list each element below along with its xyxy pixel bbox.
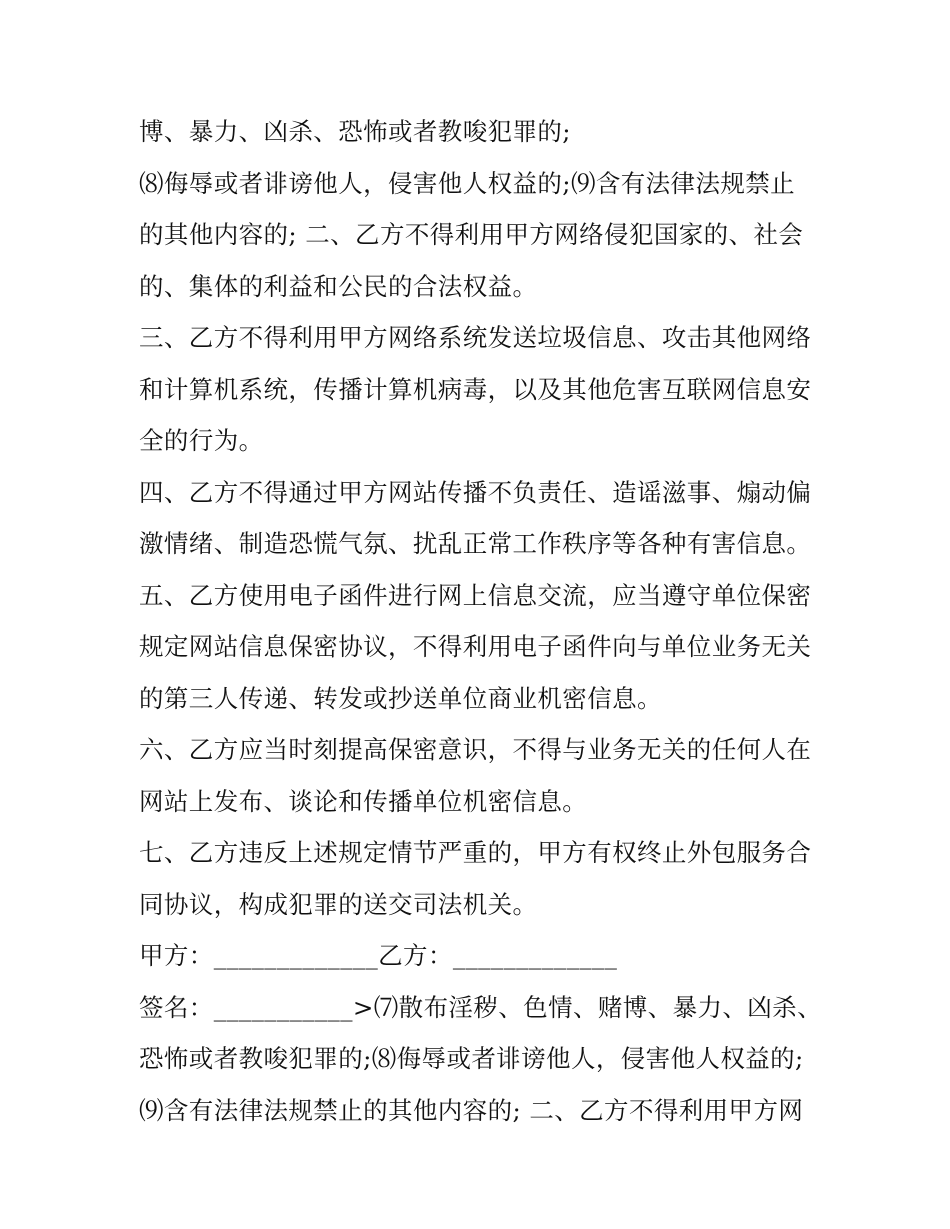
text-line: ⑼含有法律法规禁止的其他内容的; 二、乙方不得利用甲方网: [139, 1095, 804, 1125]
text-line: 七、乙方违反上述规定情节严重的，甲方有权终止外包服务合: [139, 838, 812, 867]
text-line: ⑻侮辱或者诽谤他人，侵害他人权益的;⑼含有法律法规禁止: [139, 168, 796, 198]
document-body: [139, 106, 822, 1136]
signature-line-sign: 签名：___________>⑺散布淫秽、色情、赌博、暴力、凶杀、: [139, 992, 822, 1022]
text-line: 四、乙方不得通过甲方网站传播不负责任、造谣滋事、煽动偏: [139, 477, 812, 507]
signature-line-parties: 甲方：_____________乙方：_____________: [139, 941, 618, 970]
text-line: 三、乙方不得利用甲方网络系统发送垃圾信息、攻击其他网络: [139, 323, 812, 352]
text-line: 恐怖或者教唆犯罪的;⑻侮辱或者诽谤他人，侵害他人权益的;: [139, 1044, 804, 1073]
text-line: 激情绪、制造恐慌气氛、扰乱正常工作秩序等各种有害信息。: [139, 529, 812, 558]
text-line: 六、乙方应当时刻提高保密意识，不得与业务无关的任何人在: [139, 735, 812, 764]
text-line: 规定网站信息保密协议，不得利用电子函件向与单位业务无关: [139, 632, 812, 661]
text-line: 的其他内容的; 二、乙方不得利用甲方网络侵犯国家的、社会: [139, 220, 804, 249]
text-line: 的、集体的利益和公民的合法权益。: [139, 271, 538, 301]
text-line: 同协议，构成犯罪的送交司法机关。: [139, 889, 538, 919]
text-line: 全的行为。: [139, 426, 264, 455]
text-line: 的第三人传递、转发或抄送单位商业机密信息。: [139, 683, 662, 713]
text-line: 和计算机系统，传播计算机病毒，以及其他危害互联网信息安: [139, 374, 812, 404]
text-line: 网站上发布、谈论和传播单位机密信息。: [139, 786, 588, 816]
text-line: 博、暴力、凶杀、恐怖或者教唆犯罪的;: [139, 117, 571, 146]
text-line: 五、乙方使用电子函件进行网上信息交流，应当遵守单位保密: [139, 580, 812, 610]
